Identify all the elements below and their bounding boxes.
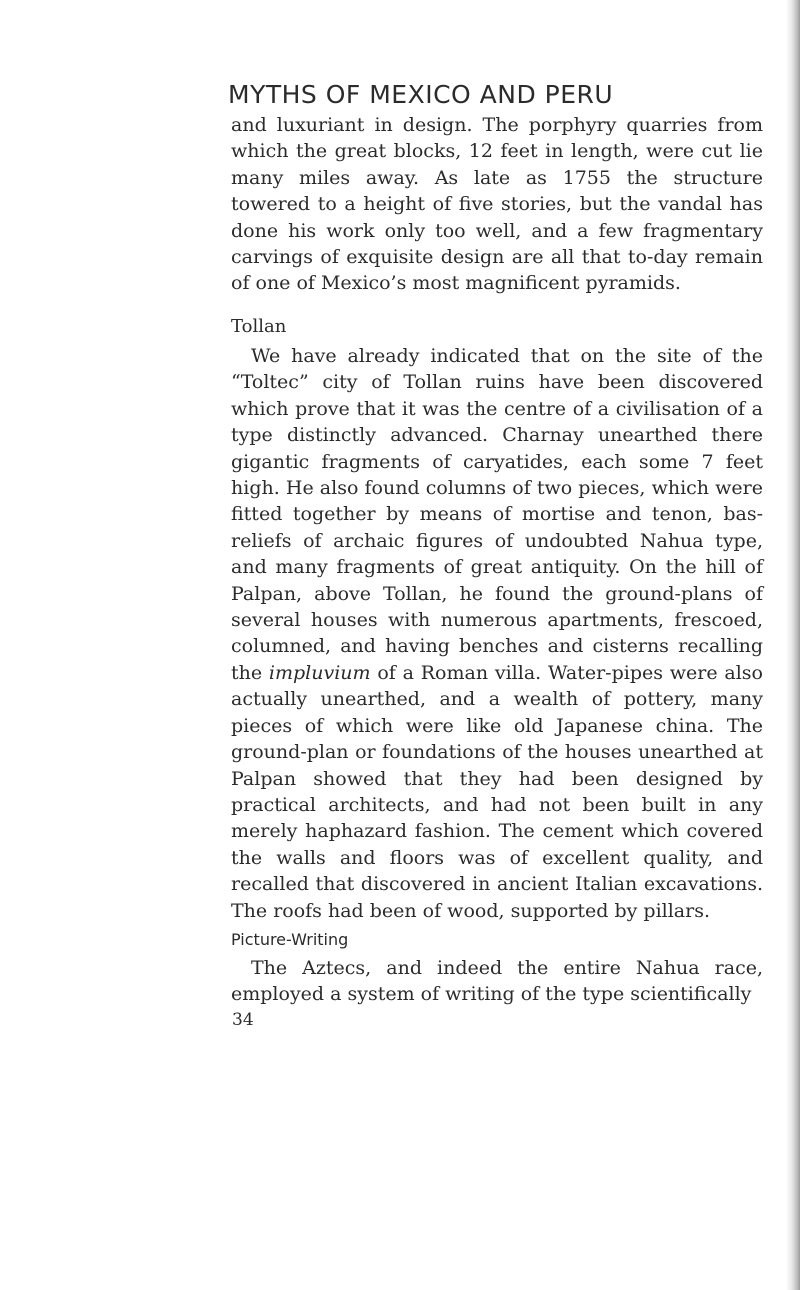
section-heading-picture-writing: Picture-Writing [231, 930, 349, 949]
running-head: MYTHS OF MEXICO AND PERU [228, 80, 614, 109]
paragraph-pyramid-description [231, 112, 763, 297]
paragraph-text: and luxuriant in design. The porphyry quarries from which the great blocks, 12 feet in length, were cut lie many miles away. As late as 1755 the structure towered to a height of five stories, but the vandal has done his work only too well, and a few fragmentary carvings of exquisite design are all that to-day remain of one of Mexico’s most magnificent pyramids. [231, 114, 763, 295]
paragraph-tollan [231, 343, 763, 924]
italic-term: impluvium [268, 661, 371, 684]
paragraph-text-part: of a Roman villa. Water-pipes were also actually unearthed, and a wealth of pottery, many pieces of which were like old Japanese china. The ground-plan or foundations of the houses unearthed at Palpan showed that they had been designed by practical architects, and had not been built in any merely haphazard fashion. The cement which covered the walls and floors was of excellent quality, and recalled that discovered in ancient Italian excavations. The roofs had been of wood, supported by pillars. [231, 661, 763, 922]
paragraph-text: The Aztecs, and indeed the entire Nahua race, employed a system of writing of the type scientifically [231, 957, 763, 1006]
paragraph-text-part: We have already indicated that on the site of the “Toltec” city of Tollan ruins have been discovered which prove that it was the centre of a civilisation of a type distinctly advanced. Charnay unearthed there gigantic fragments of caryatides, each some 7 feet high. He also found columns of two pieces, which were fitted together by means of mortise and tenon, bas-reliefs of archaic figures of undoubted Nahua type, and many fragments of great antiquity. On the hill of Palpan, above Tollan, he found the ground-plans of several houses with numerous apartments, frescoed, columned, and having benches and cisterns recalling the [231, 345, 763, 684]
page-edge-shadow [786, 0, 800, 1290]
section-heading-tollan: Tollan [231, 316, 287, 337]
page-number: 34 [232, 1010, 254, 1030]
paragraph-picture-writing [231, 955, 763, 1008]
paragraph-text [231, 343, 763, 924]
